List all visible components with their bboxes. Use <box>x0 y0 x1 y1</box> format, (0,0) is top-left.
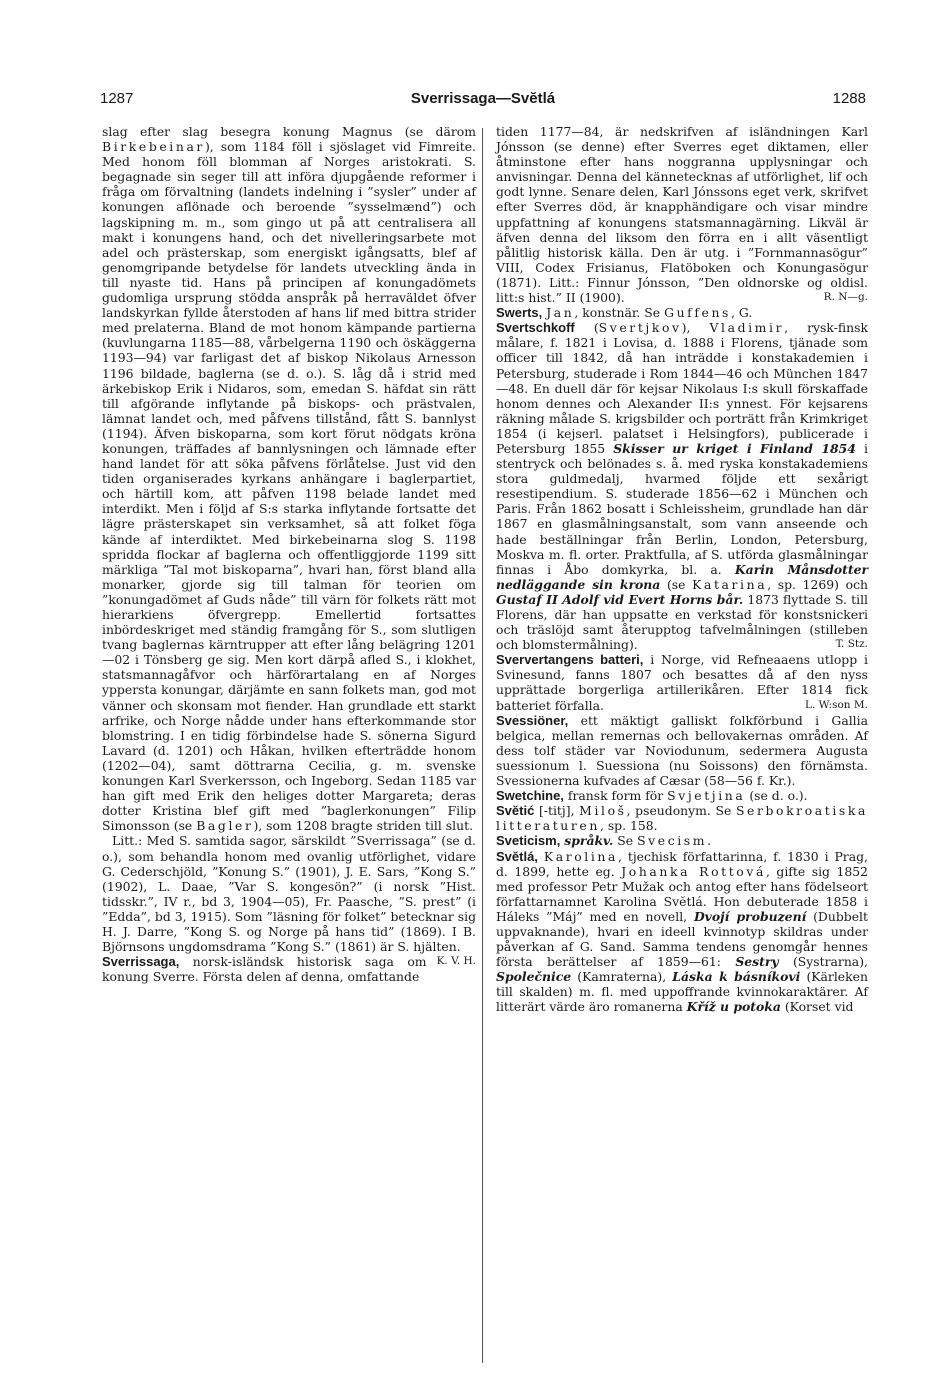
entry-svetic: Svĕtić [-titj], Miloš, pseudonym. Se Serbokroatiska litteraturen, sp. 158. <box>496 803 868 834</box>
column-divider <box>482 128 483 1363</box>
entry-svetla: Svĕtlá, Karolina, tjechisk författarinna, f. 1830 i Prag, d. 1899, hette eg. Johanka Rottová, gifte sig 1852 med professor Petr Mužak och antog efter hans födelseort författarnamnet Karolina Svĕtlá. Hon debuterade 1858 i Háleks ”Máj” med en novell, Dvojí probuzení (Dubbelt uppvaknande), hvari en ideell kvinnotyp skildras under påverkan af G. Sand. Samma tendens genomgår hennes första berättelser af 1859—61: Sestry (Systrarna), Společnice (Kamraterna), Láska k básníkovi (Kärleken till skalden) m. fl. med uppoffrande kvinnokaraktärer. Af litterärt värde äro romanerna Kříž u potoka (Korset vid <box>496 848 869 1015</box>
sverrissaga-continuation: tiden 1177—84, är nedskrifven af isländningen Karl Jónsson (se denne) efter Sverres eget diktamen, eller åtminstone efter hans noggranna upplysningar och anvisningar. Denna del kännetecknas af utförlighet, lif och godt lynne. Senare delen, Karl Jónssons eget verk, skrifvet efter Sverres död, är knapphändigare och visar mindre uppfattning af konungens statsmannagärning. Likväl är äfven denna del liksom den förra en i allt väsentligt pålitlig historisk källa. Den är utg. i ”Fornmannasögur” VIII, Codex Frisianus, Flatöboken och Konungasögur (1871). Litt.: Finnur Jónsson, ”Den oldnorske og oldisl. litt:s hist.” II (1900). R. N—g. <box>496 124 868 306</box>
left-column <box>102 124 476 984</box>
entry-swerts: Swerts, Jan, konstnär. Se Guffens, G. <box>496 305 753 321</box>
entry-sveticism: Sveticism, språkv. Se Svecism. <box>496 833 712 849</box>
headword: Svĕtić <box>496 803 535 819</box>
page-number-right: 1288 <box>832 90 866 107</box>
headword: Sververtangens batteri, <box>496 652 644 668</box>
running-title: Sverrissaga—Svĕtlá <box>410 90 556 107</box>
headword: Sveticism, <box>496 833 561 849</box>
page-header <box>100 90 866 112</box>
author-signature: K. V. H. <box>436 955 476 968</box>
page-number-left: 1287 <box>100 90 134 107</box>
headword: Swetchine, <box>496 788 564 804</box>
entry-swetchine: Swetchine, fransk form för Svjetjina (se d. o.). <box>496 788 808 804</box>
sverre-entry-continuation: slag efter slag besegra konung Magnus (se därom Birkebeinar), som 1184 föll i sjöslaget vid Fimreite. Med honom föll blomman af Norges aristokrati. S. begagnade sin seger till att införa djupgående reformer i fråga om förvaltning (landets indelning i ”sysler” under af konungen aflönade och beroende ”sysselmænd”) och lagskipning m. m., som gingo ut på att centralisera all makt i konungens hand, och det nivelleringsarbete mot adel och prästerskap, som energiskt igångsatts, blef af genomgripande betydelse för landets utveckling ända in till nyaste tid. Hans på principen af konungadömets gudomliga ursprung stödda anspråk på herraväldet öfver landskyrkan fyllde återstoden af hans lif med bittra strider med prelaterna. Bland de mot honom kämpande partierna (kuvlungarna 1185—88, vårbelgerna 1190 och öskäggerna 1193—94) var farligast det af biskop Nikolaus Arnesson 1196 bildade, baglerna (se d. o.). S. låg då i strid med ärkebiskop Erik i Nidaros, som, emedan S. häfdat sin rätt till afgörande inflytande på biskops- och prästvalen, lämnat landet och, med påfvens tillstånd, fått S. bannlyst (1194). Äfven biskoparna, som kort förut nödgats kröna konungen, träffades af bannlysningen och lämnade efter hand landet för att söka påfvens förlåtelse. Just vid den tiden organiserades kyrkans anhängare i baglerpartiet, och härtill kom, att påfven 1198 belade landet med interdikt. Men i följd af S:s starka inflytande fortsatte det lägre prästerskapet sin verksamhet, så att folket föga kände af interdiktet. Med birkebeinarna slog S. 1198 spridda flockar af baglerna och offentliggjorde 1199 sitt märkliga ”Tal mot biskoparna”, hvari han, först bland alla monarker, gjorde sig till talman för teorien om ”konungadömet af Guds nåde” till värn för folkets rätt mot hierarkiens öfvergrepp. Emellertid fortsattes inbördeskriget med ständig framgång för S., som slutligen tvang baglernas kärntrupper att efter lång belägring 1201—02 i Tönsberg ge sig. Men kort därpå afled S., i klokhet, statsmannagåfvor och härförartalang en af Norges yppersta konungar, därjämte en sann folkets man, god mot vänner och skonsam mot fiender. Han grundlade ett starkt arfrike, och Norge nådde under hans efterkommande stor blomstring. I en tidig förbindelse hade S. sönerna Sigurd Lavard (d. 1201) och Håkan, hvilken efterträdde honom (1202—04), samt döttrarna Cecilia, g. m. svenske konungen Karl Sverkersson, och Ingeborg. Sedan 1185 var han gift med Erik den heliges dotter Margareta; deras dotter Kristina blef gift med ”baglerkonungen” Filip Simonsson (se Bagler), som 1208 bragte striden till slut. <box>102 124 476 834</box>
author-signature: T. Stz. <box>835 638 868 651</box>
right-column <box>496 124 868 1015</box>
entry-svertschkoff: Svertschkoff (Svertjkov), Vladimir, rysk-finsk målare, f. 1821 i Lovisa, d. 1888 i Florens, tjänade som officer till 1842, då han inträdde i konstakademien i Petersburg, studerade i Rom 1844—46 och München 1847—48. En duell där för kejsar Nikolaus I:s skull förskaffade honom dennes och Alexander II:s ynnest. För kejsarens räkning målade S. krigsbilder och porträtt från Krimkriget 1854 (i kejserl. palatset i Helsingfors), publicerade i Petersburg 1855 Skisser ur kriget i Finland 1854 i stentryck och belönades s. å. med ryska konstakademiens stora guldmedalj, hvarmed följde ett sexårigt resestipendium. S. studerade 1856—62 i München och Paris. Från 1862 bosatt i Schleissheim, grundlade han där 1867 en glasmålningsanstalt, som vann anseende och hade beställningar från Berlin, London, Petersburg, Moskva m. fl. orter. Praktfulla, af S. utförda glasmålningar finnas i Åbo domkyrka, bl. a. Karin Månsdotter nedläggande sin krona (se Katarina, sp. 1269) och Gustaf II Adolf vid Evert Horns bår. 1873 flyttade S. till Florens, där han uppsatte en verkstad för konstsnickeri och träslöjd samt återupptog tafvelmålningen (stilleben och blomstermålning). T. Stz. <box>496 320 868 653</box>
headword: Sverrissaga, <box>102 954 180 970</box>
literature-note: Litt.: Med S. samtida sagor, särskildt ”Sverrissaga” (se d. o.), som behandla honom med ovanlig utförlighet, vidare G. Cederschjöld, ”Konung S.” (1901), J. E. Sars, ”Kong S.” (1902), L. Daae, ”Var S. kongesön?” (i norsk ”Hist. tidsskr.”, IV r., bd 3, 1904—05), Fr. Paasche, ”S. prest” (i ”Edda”, bd 3, 1915). Som ”läsning för folket” betecknar sig H. J. Darre, ”Kong S. og Norge på hans tid” (1869). I B. Björnsons ungdomsdrama ”Kong S.” (1861) är S. hjälten. K. V. H. <box>102 833 476 954</box>
entry-sverrissaga: Sverrissaga, norsk-isländsk historisk saga om konung Sverre. Första delen af denna, omfattande <box>102 954 427 985</box>
entry-svessioner: Svessiöner, ett mäktigt galliskt folkförbund i Gallia belgica, mellan remernas och bellovakernas områden. Af dess tolf städer var Noviodunum, sedermera Augusta suessionum l. Suessiona (nu Soissons) den förnämsta. Svessionerna kufvades af Cæsar (58—56 f. Kr.). <box>496 712 868 789</box>
author-signature: R. N—g. <box>823 291 868 304</box>
headword: Svertschkoff <box>496 320 575 336</box>
entry-sververtangens-batteri: Sververtangens batteri, i Norge, vid Refneaaens utlopp i Svinesund, fanns 1807 och besattes då af den nyss upprättade borgerliga artillerikåren. Efter 1814 fick batteriet förfalla. L. W:son M. <box>496 652 868 713</box>
headword: Swerts, <box>496 305 543 321</box>
author-signature: L. W:son M. <box>805 698 868 711</box>
headword: Svessiöner, <box>496 712 569 728</box>
headword: Svĕtlá, <box>496 848 538 864</box>
